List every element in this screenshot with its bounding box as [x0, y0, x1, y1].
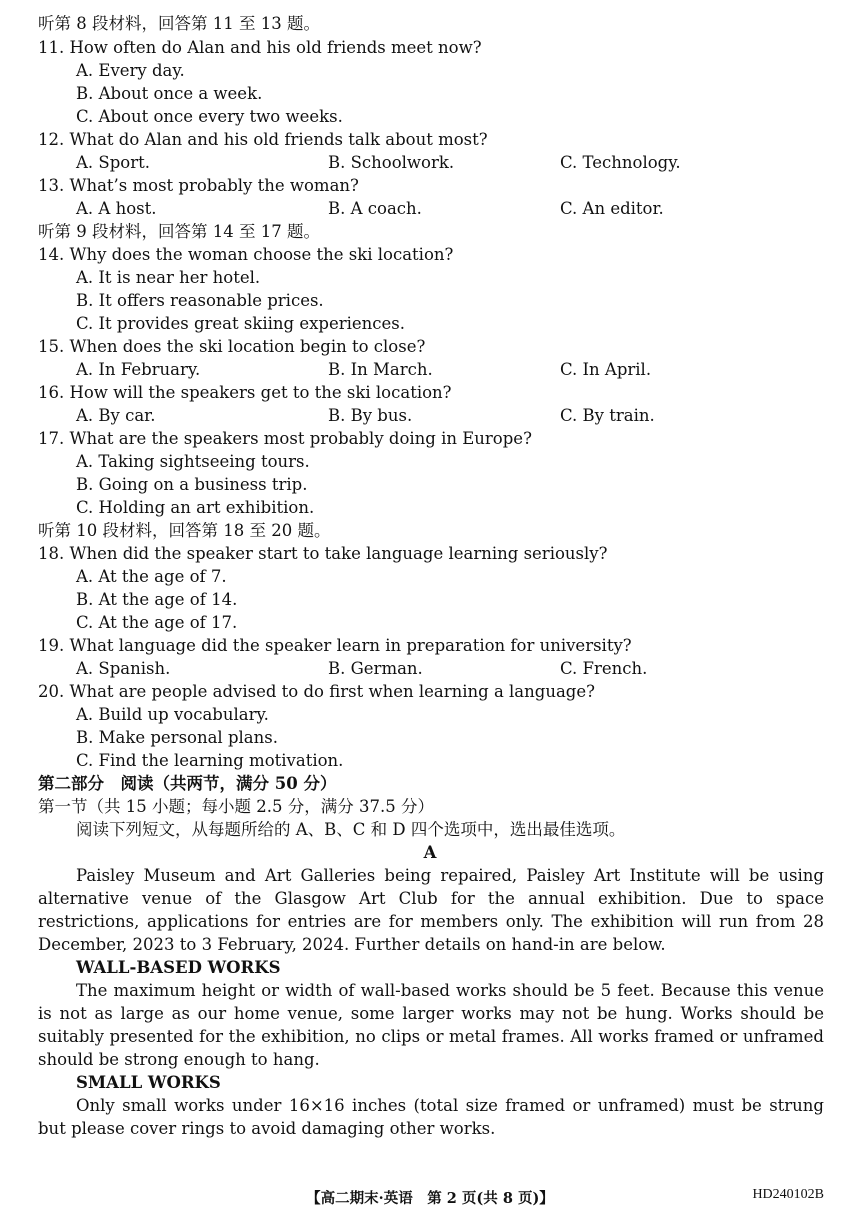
option: C. In April. — [560, 360, 652, 379]
question: 12. What do Alan and his old friends talk about most? — [38, 130, 488, 149]
option: B. In March. — [328, 360, 433, 379]
passage-label: A — [423, 843, 437, 862]
part-title: 第二部分 阅读（共两节，满分 50 分） — [38, 774, 337, 793]
option: C. It provides great skiing experiences. — [76, 314, 405, 333]
option: B. By bus. — [328, 406, 413, 425]
section-heading: WALL-BASED WORKS — [76, 958, 281, 977]
question: 14. Why does the woman choose the ski location? — [38, 245, 454, 264]
section-intro: 听第 8 段材料，回答第 11 至 13 题。 — [38, 14, 320, 33]
option: B. It offers reasonable prices. — [76, 291, 324, 310]
option: C. Find the learning motivation. — [76, 751, 344, 770]
option: A. A host. — [76, 199, 157, 218]
option: B. Schoolwork. — [328, 153, 455, 172]
option: B. A coach. — [328, 199, 422, 218]
option: C. By train. — [560, 406, 655, 425]
option: C. An editor. — [560, 199, 664, 218]
question: 17. What are the speakers most probably doing in Europe? — [38, 429, 532, 448]
question: 13. What’s most probably the woman? — [38, 176, 359, 195]
option: C. French. — [560, 659, 648, 678]
option: B. Make personal plans. — [76, 728, 278, 747]
paragraph — [38, 864, 824, 956]
option: C. Technology. — [560, 153, 681, 172]
page-footer: 【高二期末·英语 第 2 页(共 8 页)】 — [306, 1190, 554, 1207]
option: A. It is near her hotel. — [76, 268, 261, 287]
question: 19. What language did the speaker learn in preparation for university? — [38, 636, 632, 655]
option: A. Taking sightseeing tours. — [76, 452, 310, 471]
question: 16. How will the speakers get to the ski location? — [38, 383, 452, 402]
option: B. At the age of 14. — [76, 590, 238, 609]
option: B. About once a week. — [76, 84, 263, 103]
instructions: 阅读下列短文，从每题所给的 A、B、C 和 D 四个选项中，选出最佳选项。 — [76, 820, 626, 839]
option: A. Every day. — [76, 61, 185, 80]
option: A. Build up vocabulary. — [76, 705, 269, 724]
section-intro: 听第 9 段材料，回答第 14 至 17 题。 — [38, 222, 320, 241]
option: A. By car. — [76, 406, 156, 425]
option: A. Sport. — [76, 153, 150, 172]
option: C. About once every two weeks. — [76, 107, 343, 126]
paragraph — [38, 979, 824, 1071]
option: C. Holding an art exhibition. — [76, 498, 315, 517]
paragraph-text: Paisley Museum and Art Galleries being repaired, Paisley Art Institute will be using alternative venue of the Glasgow Art Club for the annual exhibition. Due to space restrictions, applications for entries are for members only. The exhibition will run from 28 December, 2023 to 3 February, 2024. Further details on hand-in are below. — [38, 866, 824, 954]
exam-code: HD240102B — [752, 1187, 824, 1202]
option: C. At the age of 17. — [76, 613, 238, 632]
option: A. At the age of 7. — [76, 567, 227, 586]
option: B. Going on a business trip. — [76, 475, 308, 494]
section-heading: SMALL WORKS — [76, 1073, 221, 1092]
question: 15. When does the ski location begin to close? — [38, 337, 426, 356]
option: A. In February. — [76, 360, 201, 379]
option: A. Spanish. — [76, 659, 171, 678]
option: B. German. — [328, 659, 423, 678]
section-subtitle: 第一节（共 15 小题；每小题 2.5 分，满分 37.5 分） — [38, 797, 434, 816]
section-intro: 听第 10 段材料，回答第 18 至 20 题。 — [38, 521, 331, 540]
question: 11. How often do Alan and his old friends meet now? — [38, 38, 482, 57]
question: 18. When did the speaker start to take language learning seriously? — [38, 544, 608, 563]
question: 20. What are people advised to do first when learning a language? — [38, 682, 595, 701]
paragraph-text: Only small works under 16×16 inches (total size framed or unframed) must be strung but please cover rings to avoid damaging other works. — [38, 1096, 824, 1138]
paragraph — [38, 1094, 824, 1140]
paragraph-text: The maximum height or width of wall-based works should be 5 feet. Because this venue is not as large as our home venue, some larger works may not be hung. Works should be suitably presented for the exhibition, no clips or metal frames. All works framed or unframed should be strong enough to hang. — [38, 981, 824, 1069]
